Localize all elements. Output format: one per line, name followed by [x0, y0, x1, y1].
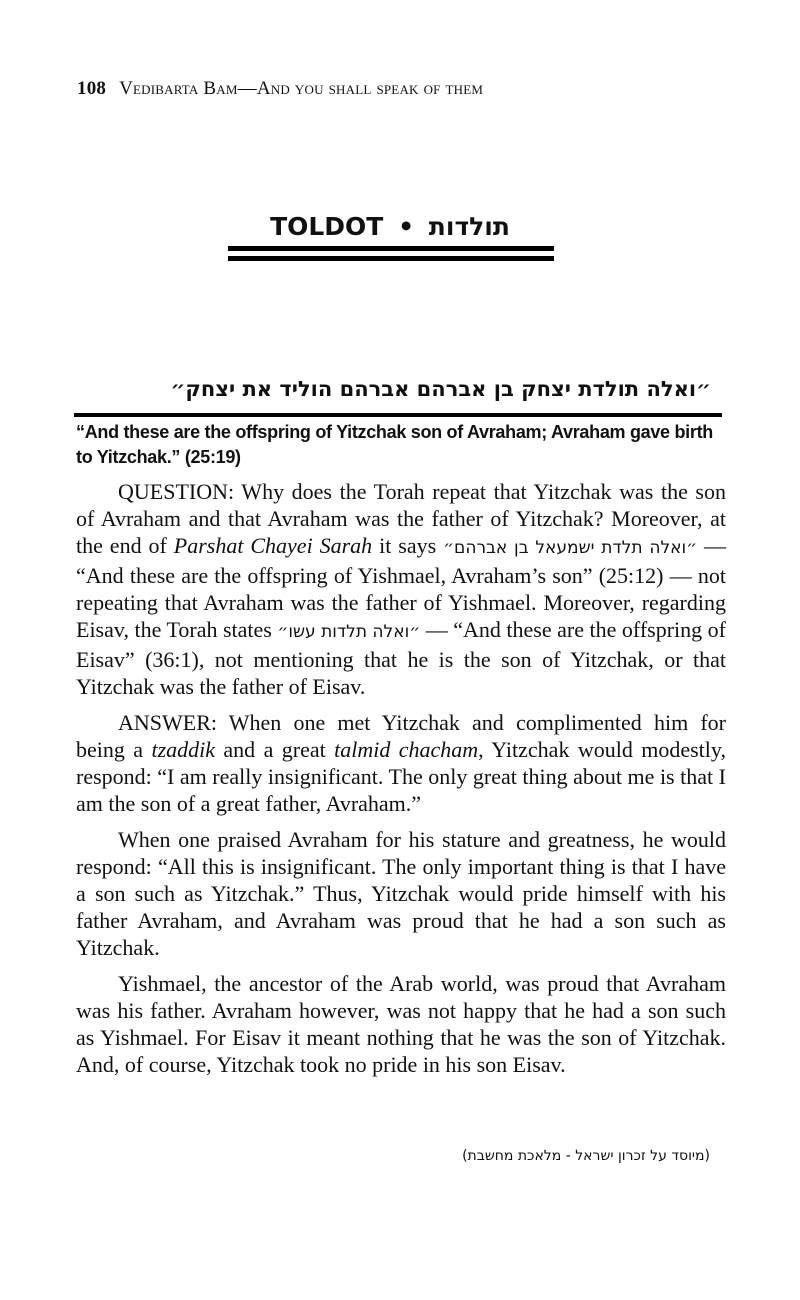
- paragraph: Yishmael, the ancestor of the Arab world, was proud that Avraham was his father. Avraham however, was not happy that he had a son such as Yishmael. For Eisav it meant nothing that he was the son of Yitzchak. And, of course, Yitzchak took no pride in his son Eisav.: [76, 971, 726, 1077]
- section-title-english: TOLDOT: [270, 212, 384, 241]
- italic-term: Parshat Chayei Sarah: [173, 533, 373, 558]
- text-run: , Yitzchak would modestly, respond: “I am really insignificant. The only great thing about me is that I am the son of a great father, Avraham.”: [76, 737, 726, 816]
- running-head: [77, 78, 483, 100]
- italic-term: tzaddik: [151, 737, 216, 762]
- verse-rule-divider: [74, 413, 722, 417]
- section-title: [228, 212, 552, 241]
- book-title: Vedibarta Bam—And you shall speak of them: [119, 78, 484, 99]
- rule-line: [228, 256, 554, 261]
- text-run: ANSWER: When one met Yitzchak and complimented him for being a: [76, 710, 726, 762]
- text-run: and a great: [215, 737, 335, 762]
- verse-hebrew: ״ואלה תולדת יצחק בן אברהם אברהם הוליד את יצחק״: [170, 377, 711, 401]
- double-rule-divider: [228, 246, 554, 261]
- page-number: 108: [77, 78, 107, 99]
- text-run: QUESTION: Why does the Torah repeat that Yitzchak was the son of Avraham and that Avraham was the father of Yitzchak? Moreover, at the end of: [76, 479, 726, 558]
- italic-term: talmid chacham: [334, 737, 479, 762]
- paragraph: When one praised Avraham for his stature and greatness, he would respond: “All this is insignificant. The only important thing is that I have a son such as Yitzchak.” Thus, Yitzchak would pride himself with his father Avraham, and Avraham was proud that he had a son such as Yitzchak.: [76, 827, 726, 960]
- hebrew-quote-inline: ״ואלה תלדות עשו״: [277, 622, 421, 642]
- paragraph-answer: [76, 709, 726, 817]
- text-run: — “And these are the offspring of Eisav” (36:1), not mentioning that he is the son of Yitzchak, or that Yitzchak was the father of Eisav.: [76, 617, 726, 699]
- bullet-separator: •: [398, 212, 415, 241]
- rule-line: [228, 246, 554, 251]
- verse-translation: “And these are the offspring of Yitzchak son of Avraham; Avraham gave birth to Yitzchak.” (25:19): [76, 422, 713, 467]
- section-title-hebrew: תולדות: [428, 212, 510, 241]
- hebrew-quote-inline: ״ואלה תלדת ישמעאל בן אברהם״: [443, 538, 698, 558]
- body-text: [76, 478, 726, 1087]
- source-note: (מיוסד על זכרון ישראל - מלאכת מחשבת): [462, 1148, 710, 1164]
- text-run: — “And these are the offspring of Yishmael, Avraham’s son” (25:12) — not repeating that Avraham was the father of Yishmael. Moreover, regarding Eisav, the Torah states: [76, 533, 727, 642]
- text-run: it says: [372, 533, 444, 558]
- paragraph-question: [76, 478, 726, 700]
